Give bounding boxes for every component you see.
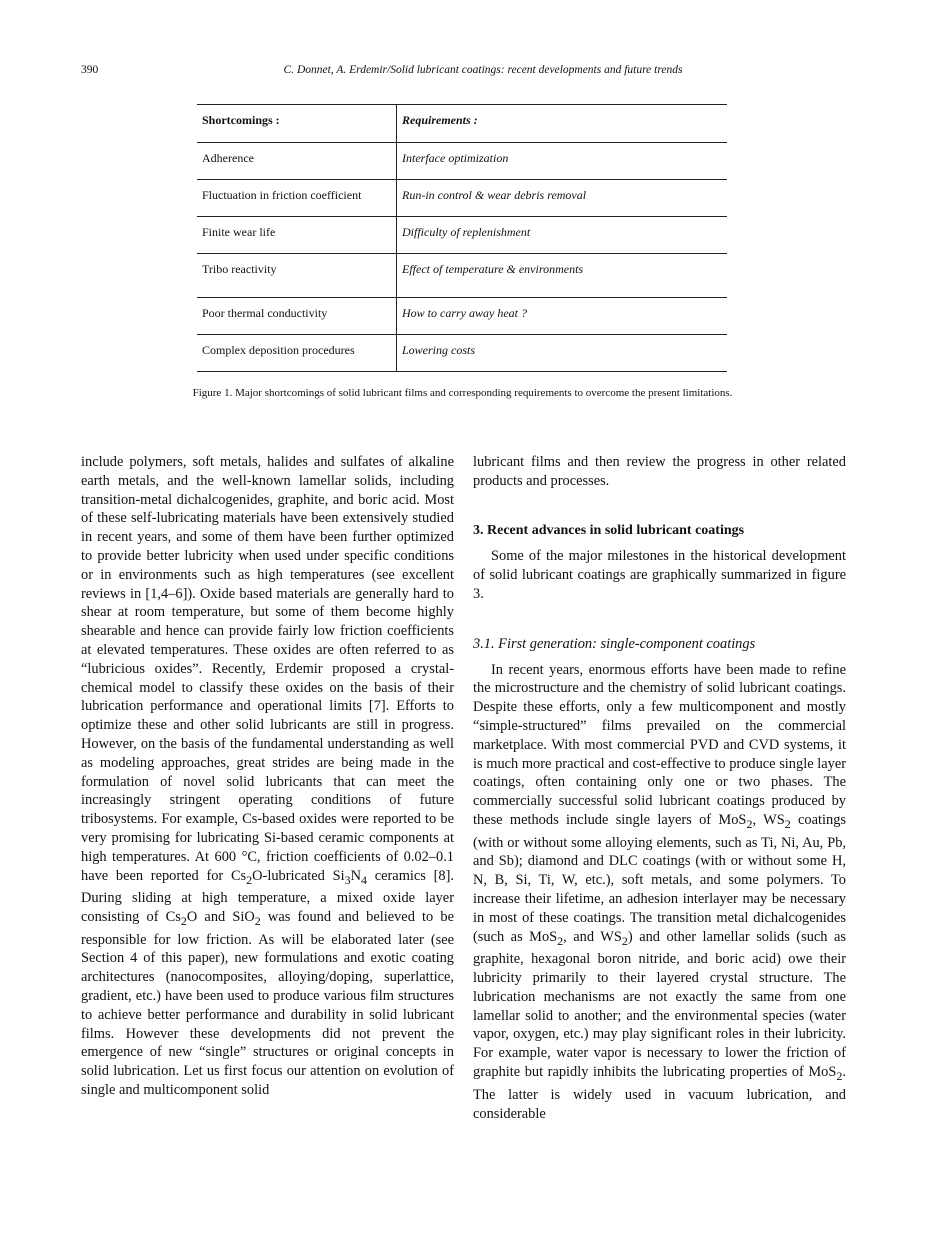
subscript: 2 — [180, 913, 187, 928]
page-number: 390 — [81, 64, 99, 76]
requirement-cell: Effect of temperature & environments — [397, 254, 728, 298]
body-paragraph: lubricant films and then review the progress in other related products and processes. — [473, 454, 846, 489]
text-run: , and WS — [563, 928, 622, 945]
subscript: 2 — [254, 913, 261, 928]
table-row — [197, 217, 727, 254]
text-run: ) and other lamellar solids (such as graphite, hexagonal boron nitride, and boric acid) owe their lubricity primarily to their layered crystal structure. The lubrication mechanisms are not exactly the same from one lamellar solid to another; and the environmental species (water vapor, oxygen, etc.) may play significant roles in their lubricity. For example, water vapor is necessary to lower the friction of graphite but rapidly inhibits the lubricating properties of MoS — [473, 928, 846, 1081]
figure-1-table — [197, 104, 727, 372]
subsection-heading: 3.1. First generation: single-component coatings — [473, 635, 756, 652]
subscript: 2 — [784, 816, 791, 831]
left-column — [81, 453, 454, 1100]
right-column — [473, 453, 846, 1123]
subscript: 2 — [621, 933, 628, 948]
requirement-cell: Lowering costs — [397, 335, 728, 372]
subscript: 3 — [344, 872, 351, 887]
running-title: C. Donnet, A. Erdemir/Solid lubricant coatings: recent developments and future trends — [283, 64, 683, 76]
col-header-requirements: Requirements : — [397, 105, 728, 143]
table-row — [197, 298, 727, 335]
requirement-cell: Interface optimization — [397, 143, 728, 180]
table-header-row — [197, 105, 727, 143]
section-heading: 3. Recent advances in solid lubricant coatings — [473, 522, 745, 538]
table-row — [197, 335, 727, 372]
body-paragraph: Some of the major milestones in the historical development of solid lubricant coatings are graphically summarized in figure 3. — [473, 548, 846, 602]
subscript: 2 — [746, 816, 753, 831]
shortcoming-cell: Tribo reactivity — [197, 254, 397, 298]
table-row — [197, 180, 727, 217]
col-header-shortcomings: Shortcomings : — [197, 105, 397, 143]
subscript: 4 — [361, 872, 368, 887]
subscript: 2 — [836, 1068, 843, 1083]
body-paragraph — [81, 453, 454, 1100]
requirement-cell: How to carry away heat ? — [397, 298, 728, 335]
page-header — [81, 64, 845, 82]
text-run: , WS — [752, 811, 785, 828]
text-run: was found and believed to be responsible for low friction. As will be elaborated later (see Section 4 of this paper), new formulations and exotic coating architectures (nanocomposites, alloying/doping, superlattice, gradient, etc.) have been used to produce various film structures to achieve better performance and durability in solid lubricant films. However these developments did not prevent the emergence of new “single” structures or original concepts in solid lubrication. Let us first focus our attention on evolution of single and multicomponent solid — [81, 909, 454, 1099]
body-paragraph — [473, 661, 846, 1124]
text-run: include polymers, soft metals, halides and sulfates of alkaline earth metals, and the well-known lamellar solids, including transition-metal dichalcogenides, graphite, and boric acid. Most of these self-lubricating materials have been extensively studied in recent years, and some of them have been further optimized to provide better lubricity when used under specific conditions or in environments such as high temperatures (see excellent reviews in [1,4–6]). Oxide based materials are generally hard to shear at room temperature, but some of them become highly shearable and hence can provide fairly low friction coefficients at elevated temperatures. These oxides are often referred to as “lubricious oxides”. Recently, Erdemir proposed a crystal-chemical model to classify these oxides on the basis of their lubrication performance and operational limits [7]. Efforts to optimize these and other solid lubricants are still in progress. However, on the basis of the fundamental understanding as well as modeling approaches, great strides are being made in the formulation of novel solid lubricants that can meet the increasingly stringent operating conditions of future tribosystems. For example, Cs-based oxides were reported to be very promising for lubricating Si-based ceramic components at high temperatures. At 600 °C, friction coefficients of 0.02–0.1 have been reported for Cs — [81, 454, 454, 884]
table-row — [197, 143, 727, 180]
text-run: N — [350, 867, 362, 884]
shortcoming-cell: Fluctuation in friction coefficient — [197, 180, 397, 217]
shortcoming-cell: Finite wear life — [197, 217, 397, 254]
shortcoming-cell: Complex deposition procedures — [197, 335, 397, 372]
subscript: 2 — [246, 872, 253, 887]
shortcoming-cell: Poor thermal conductivity — [197, 298, 397, 335]
table-row — [197, 254, 727, 298]
figure-caption: Figure 1. Major shortcomings of solid lubricant films and corresponding requirements to overcome the present limitations. — [192, 387, 733, 399]
text-run: ceramics [8]. During sliding at high temperature, a mixed oxide layer consisting of Cs — [81, 867, 454, 925]
text-run: O and SiO — [186, 909, 255, 925]
text-run: coatings (with or without some alloying elements, such as Ti, Ni, Au, Pb, and Sb); diamond and DLC coatings (with or without some H, N, B, Si, Ti, W, etc.), soft metals, and some polymers. To increase their lifetime, an adhesion interlayer may be necessary in most of these coatings. The transition metal dichalcogenides (such as MoS — [473, 811, 846, 945]
requirement-cell: Difficulty of replenishment — [397, 217, 728, 254]
subscript: 2 — [557, 933, 564, 948]
text-run: O-lubricated Si — [252, 867, 345, 884]
shortcoming-cell: Adherence — [197, 143, 397, 180]
text-run: . The latter is widely used in vacuum lubrication, and considerable — [473, 1064, 846, 1122]
text-run: In recent years, enormous efforts have been made to refine the microstructure and the chemistry of solid lubricant coatings. Despite these efforts, only a few multicomponent and mostly “simple-structured” films prevailed on the commercial marketplace. With most commercial PVD and CVD systems, it is much more practical and cost-effective to produce single layer coatings, often containing only one or two phases. The commercially successful solid lubricant coatings produced by these methods include single layers of MoS — [473, 661, 846, 828]
requirement-cell: Run-in control & wear debris removal — [397, 180, 728, 217]
